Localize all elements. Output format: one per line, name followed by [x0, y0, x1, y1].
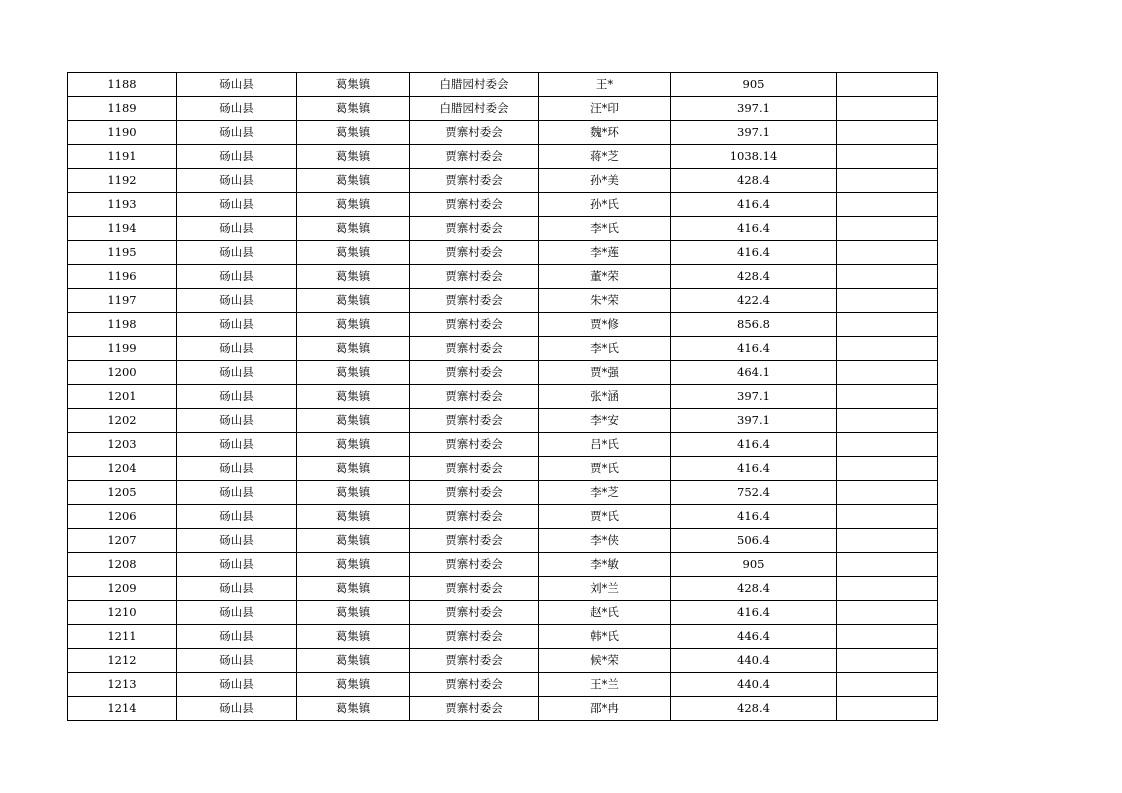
county-cell: 砀山县 [177, 457, 297, 481]
town-cell: 葛集镇 [297, 385, 410, 409]
note-cell [837, 97, 938, 121]
town-cell: 葛集镇 [297, 673, 410, 697]
county-cell: 砀山县 [177, 553, 297, 577]
name-cell: 王*兰 [539, 673, 671, 697]
village-committee-cell: 白腊园村委会 [410, 73, 539, 97]
county-cell: 砀山县 [177, 481, 297, 505]
village-committee-cell: 贾寨村委会 [410, 193, 539, 217]
note-cell [837, 121, 938, 145]
table-row [68, 433, 938, 457]
row-number-cell: 1198 [68, 313, 177, 337]
county-cell: 砀山县 [177, 673, 297, 697]
county-cell: 砀山县 [177, 241, 297, 265]
table-row [68, 649, 938, 673]
amount-cell: 440.4 [671, 673, 837, 697]
note-cell [837, 601, 938, 625]
name-cell: 赵*氏 [539, 601, 671, 625]
village-committee-cell: 贾寨村委会 [410, 169, 539, 193]
table-row [68, 553, 938, 577]
county-cell: 砀山县 [177, 505, 297, 529]
note-cell [837, 481, 938, 505]
county-cell: 砀山县 [177, 313, 297, 337]
table-row [68, 73, 938, 97]
note-cell [837, 457, 938, 481]
town-cell: 葛集镇 [297, 529, 410, 553]
row-number-cell: 1191 [68, 145, 177, 169]
county-cell: 砀山县 [177, 265, 297, 289]
row-number-cell: 1202 [68, 409, 177, 433]
county-cell: 砀山县 [177, 649, 297, 673]
name-cell: 张*涵 [539, 385, 671, 409]
amount-cell: 397.1 [671, 409, 837, 433]
county-cell: 砀山县 [177, 145, 297, 169]
name-cell: 董*荣 [539, 265, 671, 289]
village-committee-cell: 贾寨村委会 [410, 145, 539, 169]
town-cell: 葛集镇 [297, 601, 410, 625]
town-cell: 葛集镇 [297, 457, 410, 481]
note-cell [837, 73, 938, 97]
village-committee-cell: 白腊园村委会 [410, 97, 539, 121]
village-committee-cell: 贾寨村委会 [410, 481, 539, 505]
village-committee-cell: 贾寨村委会 [410, 457, 539, 481]
county-cell: 砀山县 [177, 385, 297, 409]
county-cell: 砀山县 [177, 73, 297, 97]
row-number-cell: 1210 [68, 601, 177, 625]
table-row [68, 529, 938, 553]
table-row [68, 313, 938, 337]
village-committee-cell: 贾寨村委会 [410, 337, 539, 361]
table-row [68, 289, 938, 313]
amount-cell: 428.4 [671, 265, 837, 289]
row-number-cell: 1194 [68, 217, 177, 241]
town-cell: 葛集镇 [297, 505, 410, 529]
village-committee-cell: 贾寨村委会 [410, 505, 539, 529]
town-cell: 葛集镇 [297, 265, 410, 289]
row-number-cell: 1208 [68, 553, 177, 577]
name-cell: 孙*氏 [539, 193, 671, 217]
village-committee-cell: 贾寨村委会 [410, 385, 539, 409]
table-row [68, 673, 938, 697]
town-cell: 葛集镇 [297, 409, 410, 433]
amount-cell: 1038.14 [671, 145, 837, 169]
row-number-cell: 1199 [68, 337, 177, 361]
row-number-cell: 1206 [68, 505, 177, 529]
county-cell: 砀山县 [177, 289, 297, 313]
note-cell [837, 433, 938, 457]
amount-cell: 397.1 [671, 385, 837, 409]
amount-cell: 905 [671, 73, 837, 97]
village-committee-cell: 贾寨村委会 [410, 697, 539, 721]
row-number-cell: 1214 [68, 697, 177, 721]
note-cell [837, 361, 938, 385]
name-cell: 李*安 [539, 409, 671, 433]
village-committee-cell: 贾寨村委会 [410, 241, 539, 265]
village-committee-cell: 贾寨村委会 [410, 577, 539, 601]
amount-cell: 856.8 [671, 313, 837, 337]
village-committee-cell: 贾寨村委会 [410, 673, 539, 697]
name-cell: 李*敏 [539, 553, 671, 577]
row-number-cell: 1201 [68, 385, 177, 409]
name-cell: 贾*氏 [539, 457, 671, 481]
note-cell [837, 697, 938, 721]
note-cell [837, 529, 938, 553]
name-cell: 邵*冉 [539, 697, 671, 721]
table-row [68, 169, 938, 193]
table-row [68, 481, 938, 505]
town-cell: 葛集镇 [297, 145, 410, 169]
town-cell: 葛集镇 [297, 289, 410, 313]
note-cell [837, 577, 938, 601]
table-row [68, 337, 938, 361]
town-cell: 葛集镇 [297, 193, 410, 217]
row-number-cell: 1188 [68, 73, 177, 97]
county-cell: 砀山县 [177, 193, 297, 217]
note-cell [837, 625, 938, 649]
note-cell [837, 505, 938, 529]
amount-cell: 416.4 [671, 217, 837, 241]
note-cell [837, 193, 938, 217]
village-committee-cell: 贾寨村委会 [410, 433, 539, 457]
row-number-cell: 1189 [68, 97, 177, 121]
county-cell: 砀山县 [177, 217, 297, 241]
note-cell [837, 217, 938, 241]
village-committee-cell: 贾寨村委会 [410, 313, 539, 337]
town-cell: 葛集镇 [297, 697, 410, 721]
amount-cell: 397.1 [671, 97, 837, 121]
name-cell: 李*莲 [539, 241, 671, 265]
town-cell: 葛集镇 [297, 625, 410, 649]
row-number-cell: 1213 [68, 673, 177, 697]
table-row [68, 505, 938, 529]
amount-cell: 905 [671, 553, 837, 577]
town-cell: 葛集镇 [297, 97, 410, 121]
row-number-cell: 1200 [68, 361, 177, 385]
table-row [68, 265, 938, 289]
amount-cell: 752.4 [671, 481, 837, 505]
village-committee-cell: 贾寨村委会 [410, 121, 539, 145]
county-cell: 砀山县 [177, 433, 297, 457]
town-cell: 葛集镇 [297, 169, 410, 193]
town-cell: 葛集镇 [297, 313, 410, 337]
county-cell: 砀山县 [177, 625, 297, 649]
village-committee-cell: 贾寨村委会 [410, 625, 539, 649]
row-number-cell: 1193 [68, 193, 177, 217]
amount-cell: 422.4 [671, 289, 837, 313]
county-cell: 砀山县 [177, 697, 297, 721]
row-number-cell: 1203 [68, 433, 177, 457]
village-committee-cell: 贾寨村委会 [410, 361, 539, 385]
row-number-cell: 1204 [68, 457, 177, 481]
data-table [67, 72, 938, 721]
town-cell: 葛集镇 [297, 649, 410, 673]
name-cell: 韩*氏 [539, 625, 671, 649]
amount-cell: 416.4 [671, 457, 837, 481]
village-committee-cell: 贾寨村委会 [410, 289, 539, 313]
note-cell [837, 553, 938, 577]
town-cell: 葛集镇 [297, 337, 410, 361]
amount-cell: 428.4 [671, 697, 837, 721]
village-committee-cell: 贾寨村委会 [410, 217, 539, 241]
name-cell: 李*侠 [539, 529, 671, 553]
amount-cell: 428.4 [671, 577, 837, 601]
table-row [68, 193, 938, 217]
note-cell [837, 409, 938, 433]
town-cell: 葛集镇 [297, 433, 410, 457]
name-cell: 蒋*芝 [539, 145, 671, 169]
county-cell: 砀山县 [177, 169, 297, 193]
row-number-cell: 1190 [68, 121, 177, 145]
amount-cell: 416.4 [671, 193, 837, 217]
town-cell: 葛集镇 [297, 361, 410, 385]
note-cell [837, 265, 938, 289]
table-row [68, 385, 938, 409]
note-cell [837, 673, 938, 697]
table-row [68, 361, 938, 385]
name-cell: 候*荣 [539, 649, 671, 673]
table-row [68, 577, 938, 601]
table-row [68, 601, 938, 625]
row-number-cell: 1197 [68, 289, 177, 313]
note-cell [837, 241, 938, 265]
row-number-cell: 1212 [68, 649, 177, 673]
row-number-cell: 1196 [68, 265, 177, 289]
village-committee-cell: 贾寨村委会 [410, 601, 539, 625]
name-cell: 王* [539, 73, 671, 97]
table-row [68, 697, 938, 721]
note-cell [837, 289, 938, 313]
row-number-cell: 1205 [68, 481, 177, 505]
amount-cell: 416.4 [671, 433, 837, 457]
village-committee-cell: 贾寨村委会 [410, 649, 539, 673]
village-committee-cell: 贾寨村委会 [410, 409, 539, 433]
amount-cell: 416.4 [671, 337, 837, 361]
note-cell [837, 313, 938, 337]
amount-cell: 446.4 [671, 625, 837, 649]
row-number-cell: 1209 [68, 577, 177, 601]
name-cell: 贾*氏 [539, 505, 671, 529]
name-cell: 李*氏 [539, 217, 671, 241]
name-cell: 贾*强 [539, 361, 671, 385]
name-cell: 李*芝 [539, 481, 671, 505]
table-row [68, 625, 938, 649]
amount-cell: 428.4 [671, 169, 837, 193]
data-table-sheet [67, 72, 937, 721]
town-cell: 葛集镇 [297, 217, 410, 241]
amount-cell: 464.1 [671, 361, 837, 385]
table-row [68, 457, 938, 481]
name-cell: 李*氏 [539, 337, 671, 361]
row-number-cell: 1195 [68, 241, 177, 265]
county-cell: 砀山县 [177, 337, 297, 361]
county-cell: 砀山县 [177, 97, 297, 121]
county-cell: 砀山县 [177, 361, 297, 385]
table-row [68, 145, 938, 169]
town-cell: 葛集镇 [297, 241, 410, 265]
village-committee-cell: 贾寨村委会 [410, 529, 539, 553]
table-body [68, 73, 938, 721]
note-cell [837, 145, 938, 169]
note-cell [837, 169, 938, 193]
row-number-cell: 1211 [68, 625, 177, 649]
name-cell: 吕*氏 [539, 433, 671, 457]
town-cell: 葛集镇 [297, 121, 410, 145]
town-cell: 葛集镇 [297, 577, 410, 601]
town-cell: 葛集镇 [297, 73, 410, 97]
name-cell: 刘*兰 [539, 577, 671, 601]
note-cell [837, 649, 938, 673]
county-cell: 砀山县 [177, 577, 297, 601]
note-cell [837, 385, 938, 409]
town-cell: 葛集镇 [297, 553, 410, 577]
county-cell: 砀山县 [177, 121, 297, 145]
table-row [68, 217, 938, 241]
village-committee-cell: 贾寨村委会 [410, 265, 539, 289]
village-committee-cell: 贾寨村委会 [410, 553, 539, 577]
town-cell: 葛集镇 [297, 481, 410, 505]
table-row [68, 241, 938, 265]
name-cell: 朱*荣 [539, 289, 671, 313]
amount-cell: 440.4 [671, 649, 837, 673]
name-cell: 汪*印 [539, 97, 671, 121]
table-row [68, 409, 938, 433]
row-number-cell: 1192 [68, 169, 177, 193]
amount-cell: 416.4 [671, 505, 837, 529]
amount-cell: 506.4 [671, 529, 837, 553]
note-cell [837, 337, 938, 361]
county-cell: 砀山县 [177, 409, 297, 433]
name-cell: 孙*美 [539, 169, 671, 193]
amount-cell: 397.1 [671, 121, 837, 145]
name-cell: 贾*修 [539, 313, 671, 337]
table-row [68, 121, 938, 145]
county-cell: 砀山县 [177, 601, 297, 625]
row-number-cell: 1207 [68, 529, 177, 553]
name-cell: 魏*环 [539, 121, 671, 145]
amount-cell: 416.4 [671, 241, 837, 265]
county-cell: 砀山县 [177, 529, 297, 553]
table-row [68, 97, 938, 121]
amount-cell: 416.4 [671, 601, 837, 625]
